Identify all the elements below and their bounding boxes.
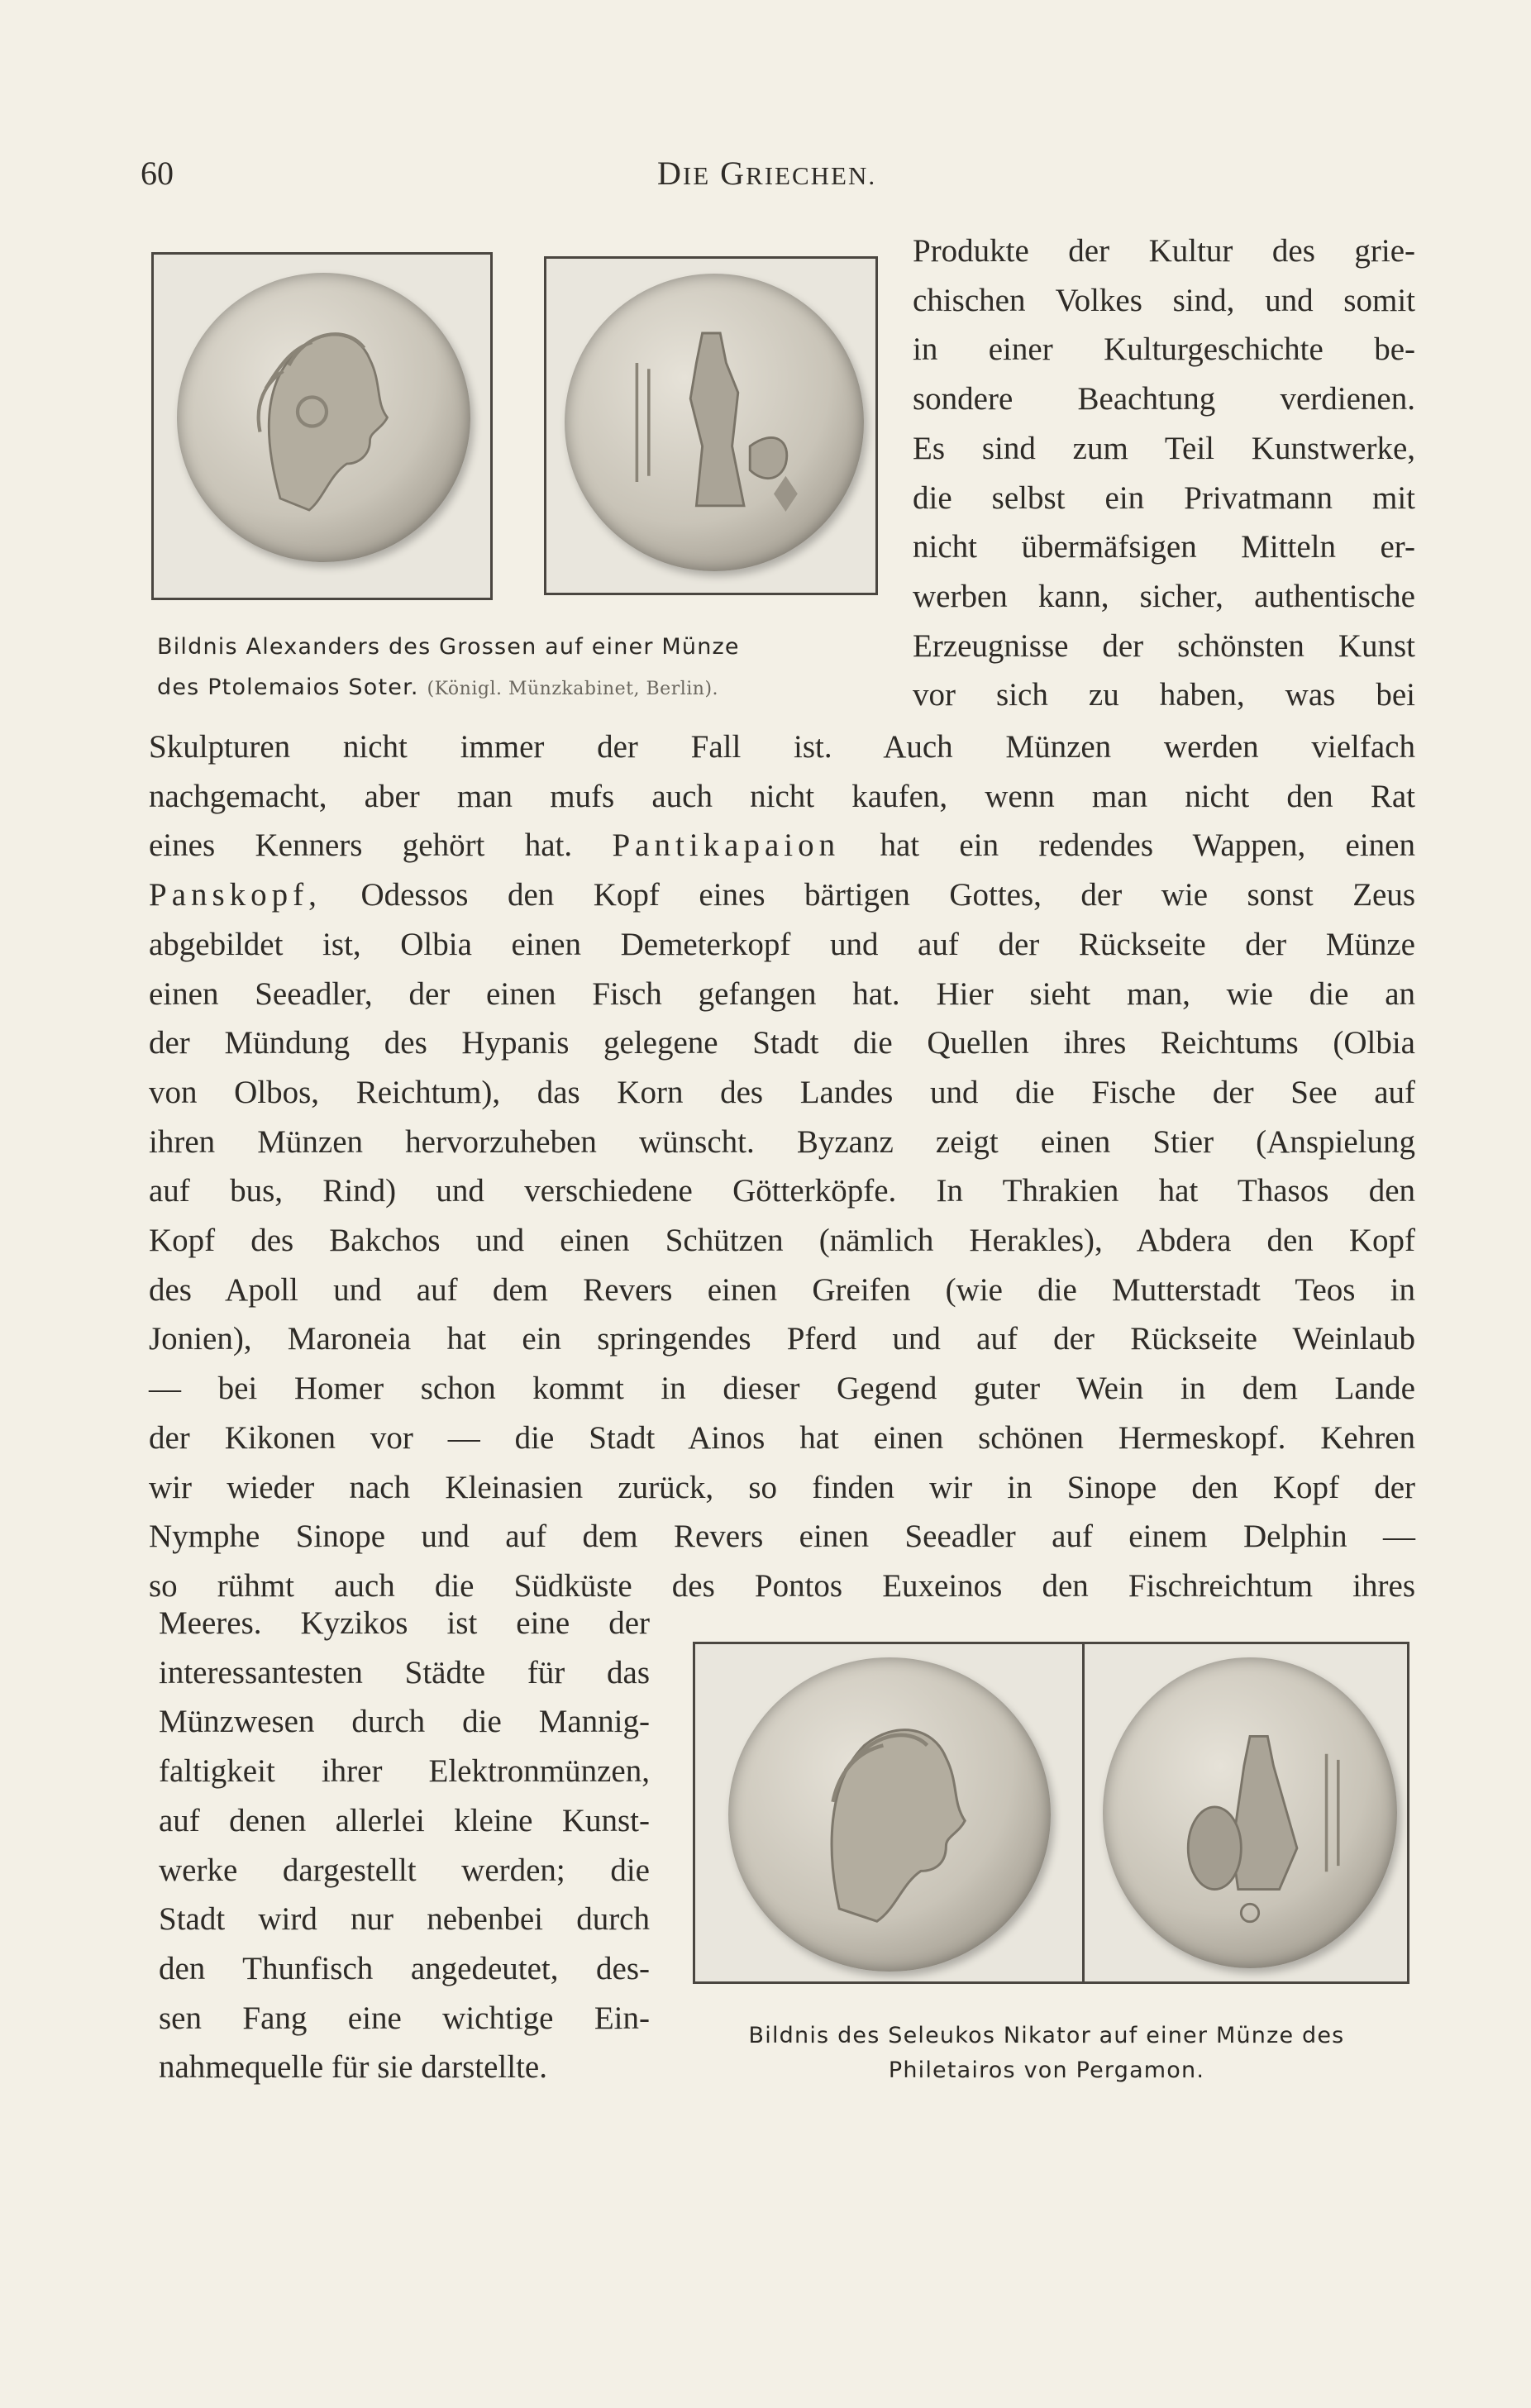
coin-plate-seleukos-reverse — [1082, 1642, 1409, 1984]
text-column-right-top: Produkte der Kultur des grie- chischen Volkes sind, und somit in einer Kulturgeschichte be- sondere Beachtung verdienen. Es sind zum Teil Kunstwerke, die selbst ein Privatmann mit nicht übermäfsigen Mitteln er- werben kann, sicher, authentische Erzeugnisse der schönsten Kunst vor sich zu haben, was bei — [913, 233, 1415, 713]
coin-plate-alexander-obverse — [151, 252, 493, 600]
figure-1-caption: Bildnis Alexanders des Grossen auf einer Münze des Ptolemaios Soter. (Königl. Münzkabinet, Berlin). — [157, 634, 740, 700]
coin-plate-seleukos-obverse — [693, 1642, 1085, 1984]
coin-plate-alexander-reverse — [544, 256, 878, 595]
seleukos-portrait-coin-icon — [728, 1657, 1051, 1972]
athena-reverse-coin-icon — [565, 274, 864, 571]
figure-2-caption: Bildnis des Seleukos Nikator auf einer Münze des Philetairos von Pergamon. — [748, 2023, 1345, 2083]
text-column-left-bottom: Meeres. Kyzikos ist eine der interessantesten Städte für das Münzwesen durch die Mannig- faltigkeit ihrer Elektronmünzen, auf denen allerlei kleine Kunst- werke dargestellt werden; die Stadt wird nur nebenbei durch den Thunfisch angedeutet, des- sen Fang eine wichtige Ein- nahmequelle für sie darstellte. — [159, 1605, 650, 2086]
enthroned-figure-coin-icon — [1103, 1657, 1397, 1968]
text-body-full-width: Skulpturen nicht immer der Fall ist. Auch Münzen werden vielfach nachgemacht, aber man mufs auch nicht kaufen, wenn man nicht den Rat eines Kenners gehört hat. Pantikapaion hat ein redendes Wappen, einen Panskopf, Odessos den Kopf eines bärtigen Gottes, der wie sonst Zeus abgebildet ist, Olbia einen Demeterkopf und auf der Rückseite der Münze einen Seeadler, der einen Fisch gefangen hat. Hier sieht man, wie die an der Mündung des Hypanis gelegene Stadt die Quellen ihres Reichtums (Olbia von Olbos, Reichtum), das Korn des Landes und die Fische der See auf ihren Münzen hervorzuheben wünscht. Byzanz zeigt einen Stier (Anspielung auf bus, Rind) und verschiedene Götterköpfe. In Thrakien hat Thasos den Kopf des Bakchos und einen Schützen (nämlich Herakles), Abdera den Kopf des Apoll und auf dem Revers einen Greifen (wie die Mutterstadt Teos in Jonien), Maroneia hat ein springendes Pferd und auf der Rückseite Weinlaub — bei Homer schon kommt in dieser Gegend guter Wein in dem Lande der Kikonen vor — die Stadt Ainos hat einen schönen Hermeskopf. Kehren wir wieder nach Kleinasien zurück, so finden wir in Sinope den Kopf der Nymphe Sinope und auf dem Revers einen Seeadler auf einem Delphin — so rühmt auch die Südküste des Pontos Euxeinos den Fischreichtum ihres — [149, 729, 1416, 1604]
alexander-portrait-coin-icon — [177, 273, 470, 562]
page-number: 60 — [141, 155, 174, 192]
running-head: DIE GRIECHEN. — [657, 155, 877, 192]
